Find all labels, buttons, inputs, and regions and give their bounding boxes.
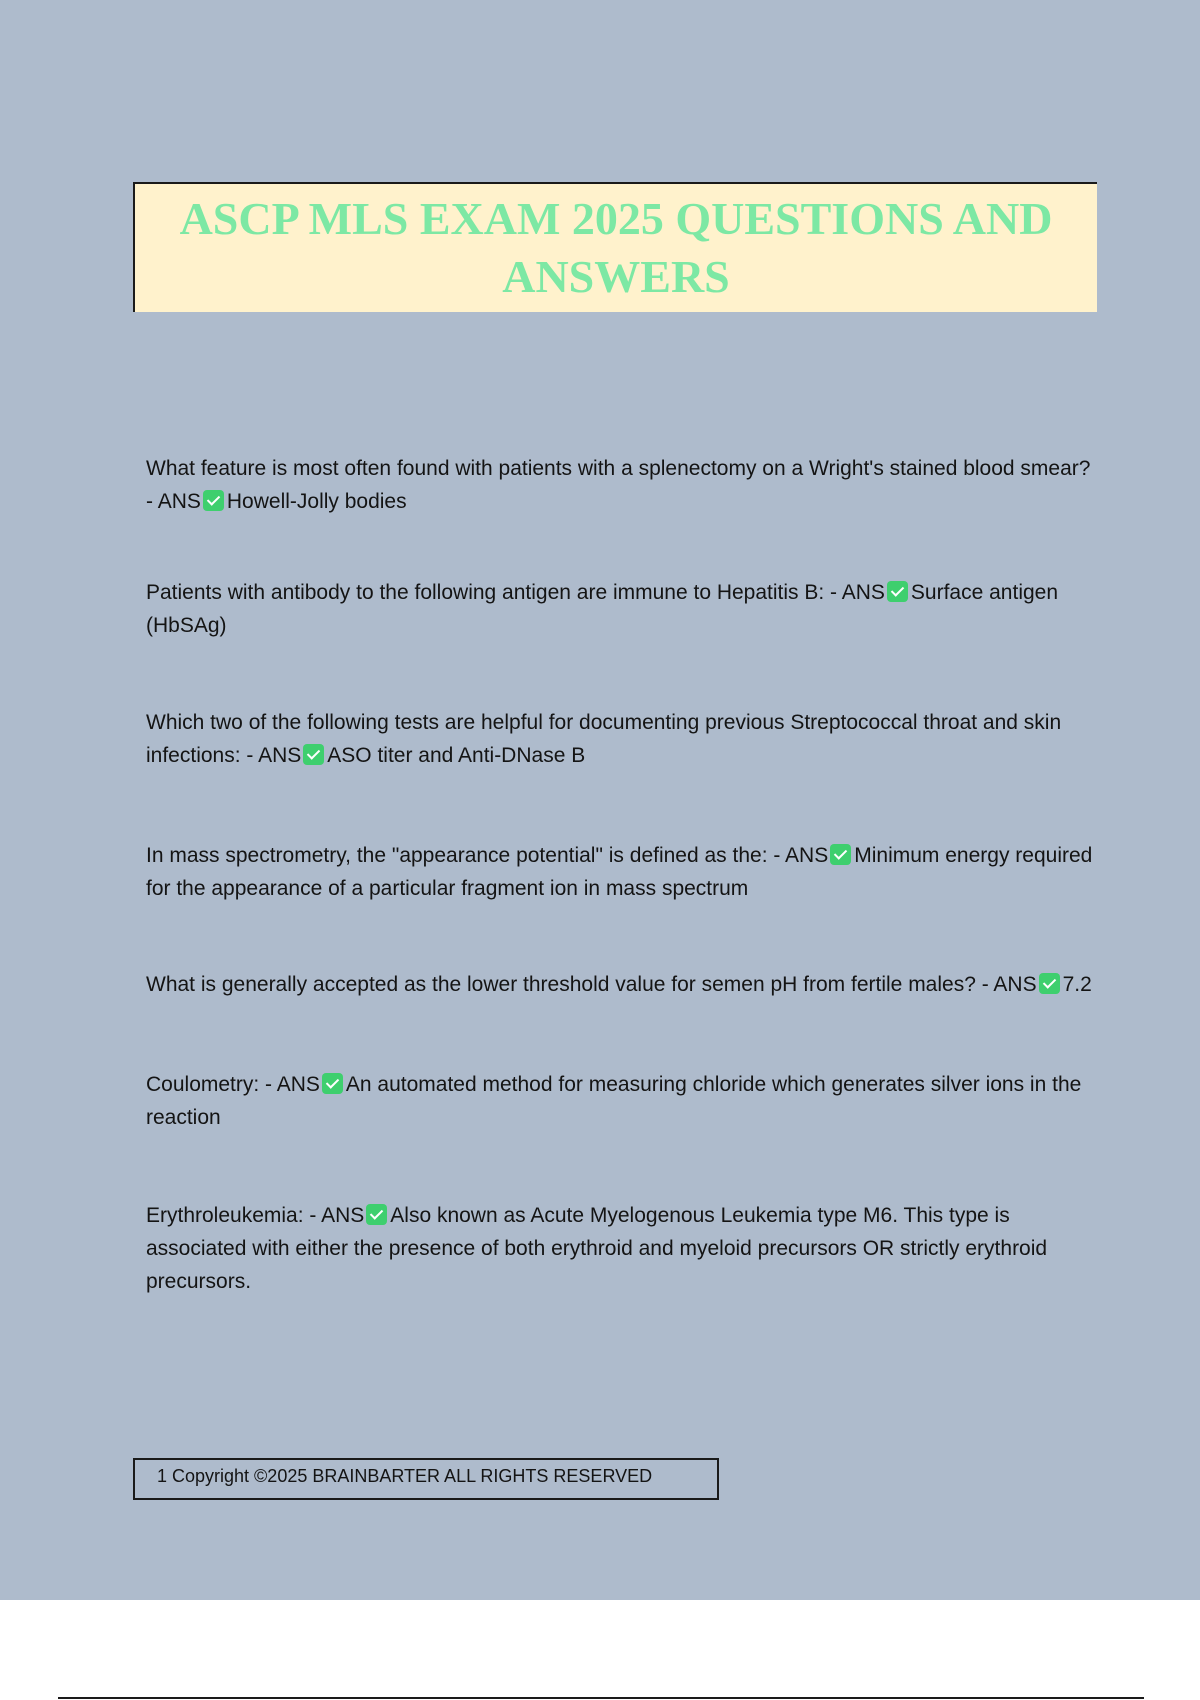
answer-text: Also known as Acute Myelogenous Leukemia type M6. This type is associated with either the presence of both erythroid and myeloid precursors OR strictly erythroid precursors.	[146, 1204, 1048, 1293]
answer-text: Minimum energy required for the appearance of a particular fragment ion in mass spectrum	[146, 844, 1093, 900]
green-check-icon	[366, 1204, 387, 1225]
question-text: Patients with antibody to the following antigen are immune to Hepatitis B: -	[146, 581, 838, 604]
question-text: What is generally accepted as the lower threshold value for semen pH from fertile males? -	[146, 973, 989, 996]
qa-item	[146, 839, 1096, 905]
green-check-icon	[203, 490, 224, 511]
answer-text: An automated method for measuring chloride which generates silver ions in the reaction	[146, 1073, 1082, 1129]
question-text: Erythroleukemia: -	[146, 1204, 317, 1227]
answer-text: Howell-Jolly bodies	[226, 490, 407, 513]
answer-text: Surface antigen (HbSAg)	[146, 581, 1059, 637]
green-check-icon	[887, 581, 908, 602]
title-banner	[133, 182, 1097, 312]
answer-marker: ANS	[841, 581, 885, 604]
qa-list	[146, 452, 1096, 1298]
green-check-icon	[1039, 973, 1060, 994]
answer-marker: ANS	[321, 1204, 365, 1227]
answer-text: ASO titer and Anti-DNase B	[327, 744, 586, 767]
question-text: Coulometry: -	[146, 1073, 273, 1096]
question-text: What feature is most often found with patients with a splenectomy on a Wright's stained blood smear? -	[146, 457, 1091, 513]
document-title: ASCP MLS EXAM 2025 QUESTIONS AND ANSWERS	[179, 193, 1053, 302]
question-text: Which two of the following tests are helpful for documenting previous Streptococcal throat and skin infections: -	[146, 711, 1062, 767]
answer-marker: ANS	[157, 490, 201, 513]
answer-marker: ANS	[258, 744, 302, 767]
copyright-text: 1 Copyright ©2025 BRAINBARTER ALL RIGHTS RESERVED	[157, 1466, 653, 1486]
question-text: In mass spectrometry, the "appearance potential" is defined as the: -	[146, 844, 781, 867]
page-divider	[58, 1697, 1144, 1699]
qa-item	[146, 576, 1096, 642]
answer-text: 7.2	[1062, 973, 1092, 996]
answer-marker: ANS	[993, 973, 1037, 996]
answer-marker: ANS	[276, 1073, 320, 1096]
green-check-icon	[322, 1073, 343, 1094]
qa-item	[146, 1068, 1096, 1134]
qa-item	[146, 1199, 1096, 1298]
green-check-icon	[303, 744, 324, 765]
copyright-footer	[133, 1458, 719, 1500]
qa-item	[146, 452, 1096, 518]
answer-marker: ANS	[785, 844, 829, 867]
green-check-icon	[830, 844, 851, 865]
qa-item	[146, 968, 1096, 1001]
qa-item	[146, 706, 1096, 772]
